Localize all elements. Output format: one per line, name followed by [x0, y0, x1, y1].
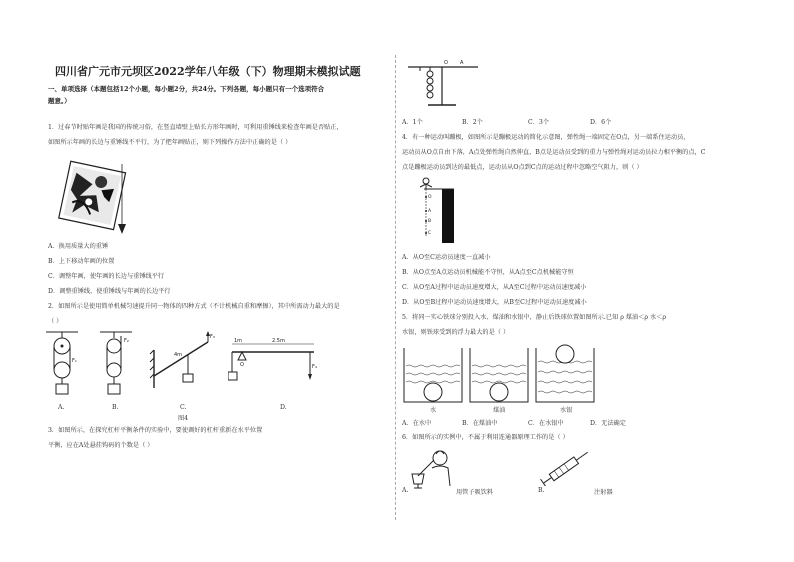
q6-figure-syringe — [538, 446, 598, 486]
q1-option-d: D．调整重锤线，使重锤线与年画的长边平行 — [48, 288, 171, 295]
q2-length-d2: 2.5m — [272, 338, 285, 344]
q1-option-a: A．换用质量大的重锤 — [48, 243, 109, 250]
q5-label-kerosene: 煤油 — [493, 407, 506, 414]
q5-label-water: 水 — [430, 407, 437, 414]
q6-option-a-text: 用管子吸饮料 — [456, 489, 494, 496]
q2-figure-a-pulley — [42, 330, 82, 400]
q4-option-d: D．从O至B过程中运动员速度增大，从B至C过程中运动员速度减小 — [402, 299, 587, 306]
q3-text-line2: 平衡，应在A处悬挂钩码的个数是（ ） — [48, 442, 154, 449]
q6-figure-drinking-straw — [410, 446, 460, 490]
q6-option-b-text: 注射器 — [594, 489, 613, 496]
q4-point-b: B — [428, 219, 432, 224]
q4-option-a: A．从O至C运动员速度一直减小 — [402, 254, 491, 261]
q5-option-d: D．无法确定 — [590, 420, 626, 427]
q1-option-c: C．调整年画，使年画的长边与重锤线平行 — [48, 273, 165, 280]
q1-text-line2: 如图所示年画的长边与重锤线不平行，为了把年画贴正，则下列操作方法中正确的是（ ） — [48, 139, 292, 146]
q4-option-c: C．从O至A过程中运动员速度增大，从A至C过程中运动员速度减小 — [402, 284, 587, 291]
q2-text-line1: 2．如图所示是使用简单机械匀速提升同一物体的四种方式（不计机械自重和摩擦），其中所需动力最大的是 — [48, 303, 340, 310]
q4-figure-bungee — [404, 175, 464, 245]
column-divider — [395, 55, 396, 520]
q2-force-f4-label: F₄ — [312, 364, 317, 370]
q2-label-c: C. — [180, 404, 187, 411]
q3-text-line1: 3．如图所示，在探究杠杆平衡条件的实验中，要使调好的杠杆重新在水平位置 — [48, 427, 263, 434]
q4-text-line2: 运动员从O点自由下落，A点处弹性绳自然伸直，B点是运动员受到的重力与弹性绳对运动员拉力相平衡的点，C — [402, 149, 706, 156]
q3-pivot-label: O — [444, 60, 448, 66]
section-heading: 一、单项选择（本题包括12个小题，每小题2分，共24分。下列各题，每小题只有一个选项符合 — [48, 85, 325, 93]
q3-figure-lever — [404, 55, 484, 110]
q5-figure-beakers — [400, 340, 600, 412]
q2-force-f1-label: F₁ — [72, 358, 77, 364]
q4-point-a: A — [428, 209, 432, 214]
q5-label-mercury: 水银 — [560, 407, 573, 414]
q4-point-c: C — [428, 231, 432, 236]
q2-figure-d-lever — [228, 330, 318, 400]
q2-figure-b-pulley — [96, 330, 136, 400]
q2-figure-caption: 图4 — [178, 415, 189, 422]
q4-text-line1: 4．有一种运动叫蹦极，如图所示是蹦极运动的简化示意图，弹性绳一端固定在O点，另一端系住运动员， — [402, 134, 690, 141]
q2-figure-c-lever — [148, 330, 218, 400]
q2-force-f3-label: F₃ — [210, 334, 215, 340]
q2-label-d: D. — [280, 404, 287, 411]
q3-option-a: A．1个 — [402, 119, 423, 126]
q5-option-a: A．在水中 — [402, 420, 432, 427]
q1-option-b: B．上下移动年画的位置 — [48, 258, 115, 265]
q6-text-line1: 6．如图所示的实例中，不属于利用连通器原理工作的是（ ） — [402, 434, 569, 441]
q4-point-o: O — [428, 195, 432, 200]
q3-point-a-label: A — [460, 60, 464, 66]
q3-option-d: D．6个 — [590, 119, 612, 126]
q2-label-a: A. — [58, 404, 65, 411]
q4-text-line3: 点是蹦极运动员到达的最低点，运动员从O点到C点的运动过程中忽略空气阻力，则（ ） — [402, 164, 643, 171]
page-title: 四川省广元市元坝区2022学年八年级（下）物理期末模拟试题 — [55, 65, 361, 78]
q2-label-b: B. — [112, 404, 119, 411]
q2-length-d1: 1m — [234, 338, 243, 344]
q6-option-a-label: A. — [402, 487, 409, 494]
q1-figure-painting — [50, 158, 140, 238]
q5-option-c: C．在水银中 — [528, 420, 564, 427]
q3-option-c: C．3个 — [528, 119, 550, 126]
q2-length-c: 4m — [174, 352, 183, 358]
section-heading-cont: 题意。） — [48, 97, 71, 105]
q5-option-b: B．在煤油中 — [462, 420, 498, 427]
q2-pivot-label: O — [240, 362, 244, 368]
q5-text-line2: 水银，则铁球受到的浮力最大的是（ ） — [402, 329, 510, 336]
q6-option-b-label: B. — [538, 487, 545, 494]
q4-option-b: B．从O点至A点运动员机械能不守恒，从A点至C点机械能守恒 — [402, 269, 574, 276]
q2-text-line2: （ ） — [48, 318, 63, 325]
q3-option-b: B．2个 — [462, 119, 483, 126]
q2-force-f2-label: F₂ — [124, 338, 129, 344]
q5-text-line1: 5．将同一实心铁球分别投入水、煤油和水银中，静止后铁球位置如图所示.已知 ρ 煤油＜ρ 水＜ρ — [402, 314, 667, 321]
q1-text-line1: 1．过春节时贴年画是我国的传统习俗，在竖直墙壁上贴长方形年画时，可利用重锤线来检查年画是否贴正， — [48, 124, 343, 131]
